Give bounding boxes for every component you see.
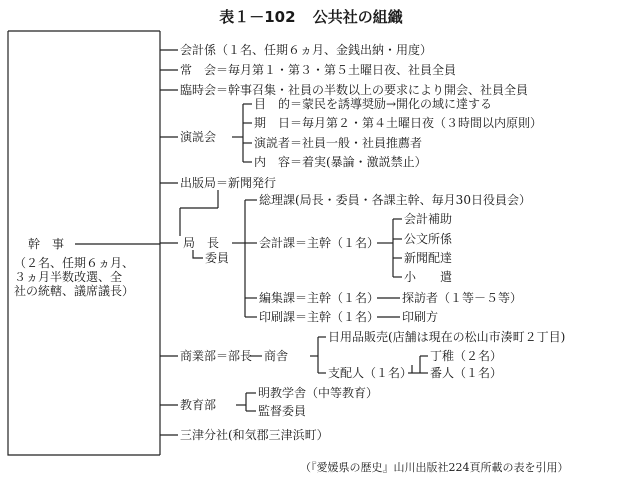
- node-jokai: 常 会＝毎月第１・第３・第５土曜日夜、社員全員: [180, 63, 457, 77]
- root-detail-1: （２名、任期６ヵ月、: [14, 256, 135, 270]
- kaikei-item-1: 会計補助: [404, 212, 453, 226]
- node-iin: 委員: [205, 251, 230, 265]
- shihainin-sub-1: 丁稚（２名）: [430, 349, 503, 363]
- node-mitsu: 三津分社(和気郡三津浜町）: [180, 428, 329, 442]
- node-shosha: 商舎: [264, 349, 289, 363]
- node-kyokucho: 局 長: [183, 236, 220, 250]
- enzetsu-item-4: 内 容＝着実(暴論・激説禁止）: [254, 155, 427, 169]
- node-kyoiku: 教育部: [180, 398, 217, 412]
- iin-hook: [193, 250, 203, 258]
- node-insatsu: 印刷課＝主幹（１名）: [259, 310, 380, 324]
- node-shogyobu: 商業部＝部長: [180, 349, 253, 363]
- kaikei-item-4: 小 遣: [404, 270, 453, 284]
- node-somu: 総理課(局長・委員・各課主幹、毎月30日役員会）: [259, 193, 531, 207]
- table-number: 表１－102: [219, 8, 296, 26]
- node-rinji: 臨時会＝幹事召集・社員の半数以上の要求により開会、社員全員: [180, 83, 529, 97]
- kaikei-item-3: 新聞配達: [404, 251, 453, 265]
- root-detail-3: 社の統轄、議席議長）: [14, 284, 135, 298]
- shihainin-sub-2: 番人（１名）: [430, 366, 503, 380]
- enzetsu-item-1: 目 的＝蒙民を誘導奨励→開化の域に達する: [254, 97, 493, 111]
- root-name: 幹 事: [28, 237, 65, 251]
- root-detail-2: ３ヵ月半数改選、全: [14, 270, 123, 284]
- node-insatsu-sub: 印刷方: [402, 310, 439, 324]
- kaikei-item-2: 公文所係: [404, 232, 453, 246]
- enzetsu-item-2: 期 日＝毎月第２・第４土曜日夜（３時間以内原則）: [254, 116, 543, 130]
- source-citation: （『愛媛県の歴史』山川出版社224頁所載の表を引用）: [300, 461, 569, 474]
- node-kaikeika: 会計課＝主幹（１名）: [259, 236, 380, 250]
- node-enzetsu: 演説会: [180, 130, 217, 144]
- kyoiku-item-2: 監督委員: [258, 404, 307, 418]
- node-kaikei: 会計係（１名、任期６ヵ月、金銭出納・用度）: [180, 43, 433, 57]
- shosha-item-1: 日用品販売(店舗は現在の松山市湊町２丁目): [328, 330, 566, 344]
- node-shuppan: 出版局＝新聞発行: [180, 176, 277, 190]
- enzetsu-item-3: 演説者＝社員一般・社員推薦者: [254, 136, 423, 150]
- node-henshu: 編集課＝主幹（１名）: [259, 291, 380, 305]
- shosha-item-2: 支配人（１名）: [328, 366, 413, 380]
- node-henshu-sub: 探訪者（１等－５等）: [402, 291, 523, 305]
- table-title-text: 公共社の組織: [312, 8, 403, 26]
- kyoiku-item-1: 明教学舎（中等教育）: [258, 386, 379, 400]
